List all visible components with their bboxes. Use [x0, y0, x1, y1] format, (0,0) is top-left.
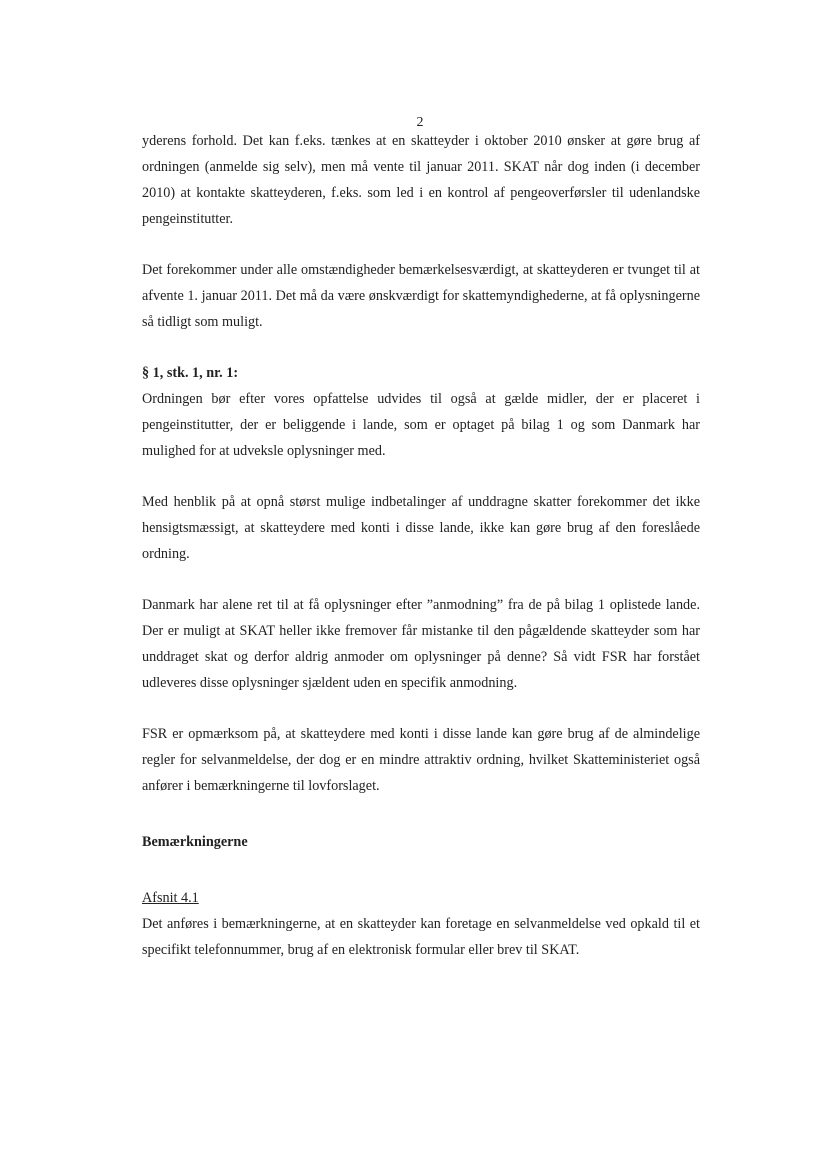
section-heading: § 1, stk. 1, nr. 1:: [142, 365, 239, 381]
subsection-heading: Afsnit 4.1: [142, 890, 199, 906]
paragraph: Det forekommer under alle omstændigheder bemærkelsesværdigt, at skatteyderen er tvunget til at afvente 1. januar 2011. Det må da være ønskværdigt for skattemyndighederne, at få oplysningerne så tidligt som muligt.: [142, 262, 700, 330]
page-number: 2: [416, 115, 424, 130]
paragraph: FSR er opmærksom på, at skatteydere med konti i disse lande kan gøre brug af de almindelige regler for selvanmeldelse, der dog er en mindre attraktiv ordning, hvilket Skatteministeriet også anfører i bemærkningerne til lovforslaget.: [142, 726, 700, 794]
document-body: [142, 128, 700, 963]
paragraph: Danmark har alene ret til at få oplysninger efter ”anmodning” fra de på bilag 1 oplistede lande. Der er muligt at SKAT heller ikke fremover får mistanke til den pågældende skatteyder som har unddraget skat og derfor aldrig anmoder om oplysninger på denne? Så vidt FSR har forstået udleveres disse oplysninger sjældent uden en specifik anmodning.: [142, 597, 700, 691]
section-heading: Bemærkningerne: [142, 834, 248, 850]
paragraph: Det anføres i bemærkningerne, at en skatteyder kan foretage en selvanmeldelse ved opkald til et specifikt telefonnummer, brug af en elektronisk formular eller brev til SKAT.: [142, 916, 700, 958]
paragraph: Med henblik på at opnå størst mulige indbetalinger af unddragne skatter forekommer det ikke hensigtsmæssigt, at skatteydere med konti i disse lande, ikke kan gøre brug af den foreslåede ordning.: [142, 494, 700, 562]
paragraph: yderens forhold. Det kan f.eks. tænkes at en skatteyder i oktober 2010 ønsker at gøre brug af ordningen (anmelde sig selv), men må vente til januar 2011. SKAT når dog inden (i december 2010) at kontakte skatteyderen, f.eks. som led i en kontrol af pengeoverførsler til udenlandske pengeinstitutter.: [142, 133, 700, 227]
paragraph: Ordningen bør efter vores opfattelse udvides til også at gælde midler, der er placeret i pengeinstitutter, der er beliggende i lande, som er optaget på bilag 1 og som Danmark har mulighed for at udveksle oplysninger med.: [142, 391, 700, 459]
